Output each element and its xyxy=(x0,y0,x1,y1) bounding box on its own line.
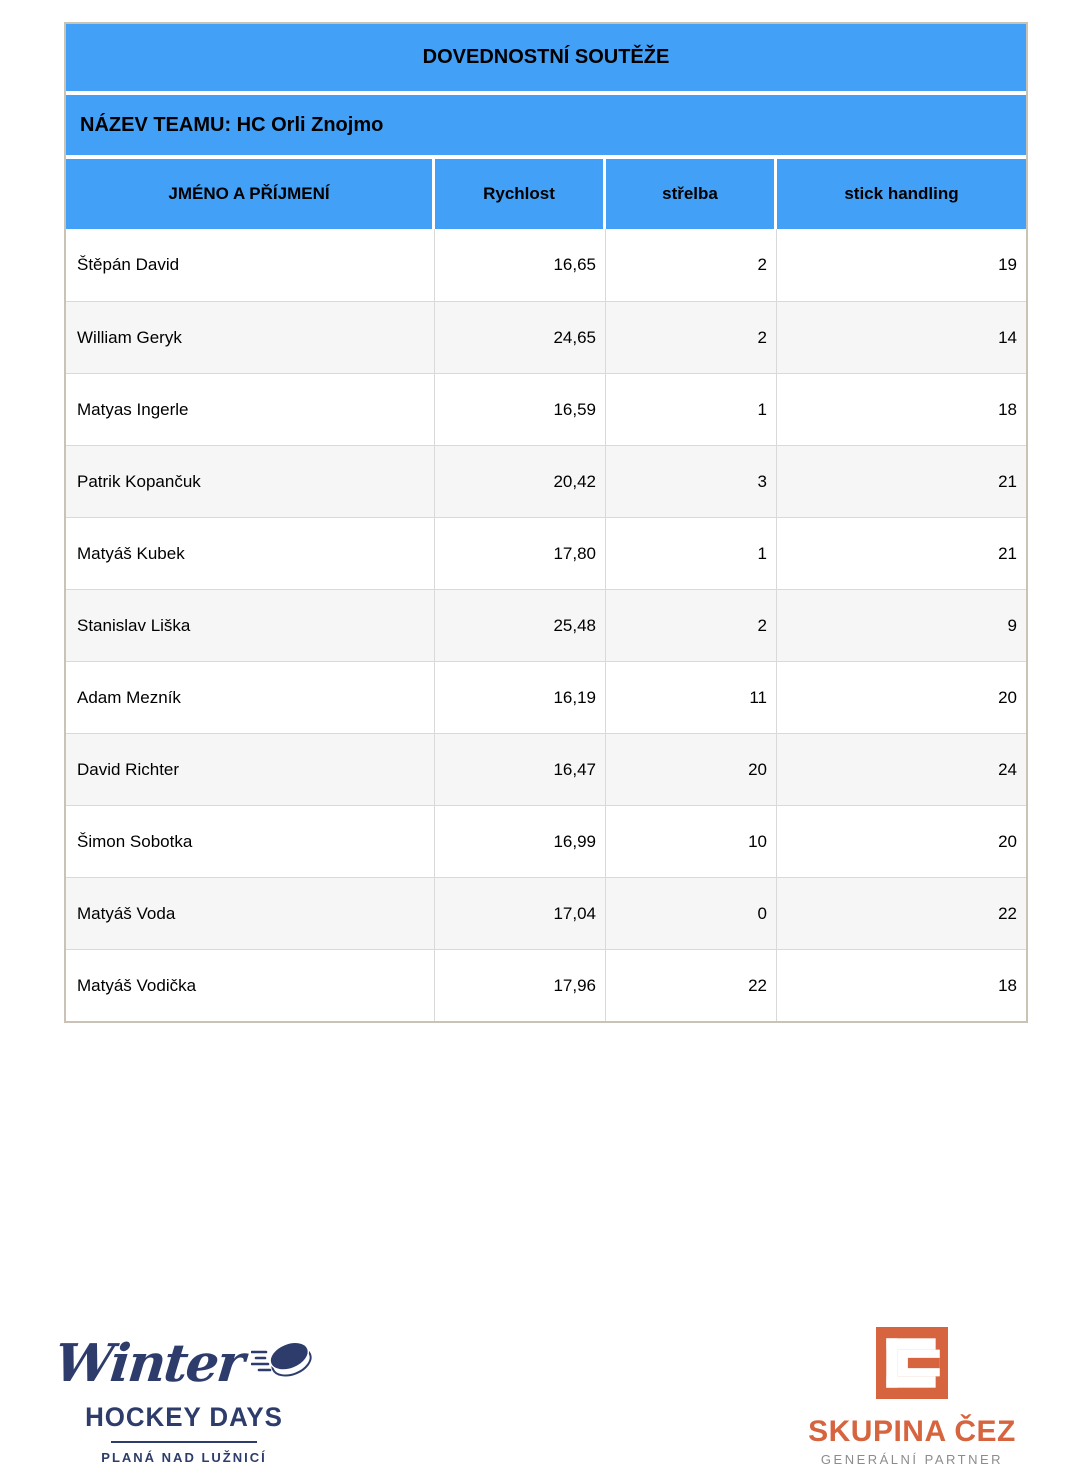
table-row xyxy=(66,949,1026,1021)
table-title: DOVEDNOSTNÍ SOUTĚŽE xyxy=(66,24,1026,95)
rychlost-cell: 16,19 xyxy=(435,662,606,733)
rychlost-cell: 20,42 xyxy=(435,446,606,517)
stick-handling-cell: 21 xyxy=(998,471,1017,491)
player-name-cell: Stanislav Liška xyxy=(66,590,435,661)
rychlost-cell: 16,59 xyxy=(435,374,606,445)
table-row xyxy=(66,733,1026,805)
column-header-name: JMÉNO A PŘÍJMENÍ xyxy=(66,159,435,229)
rychlost-cell: 17,04 xyxy=(435,878,606,949)
column-header-rychlost: Rychlost xyxy=(435,159,606,229)
player-name-cell: Štěpán David xyxy=(66,229,435,301)
strelba-cell: 3 xyxy=(606,446,777,517)
winter-logo-divider xyxy=(111,1441,257,1443)
stick-handling-cell: 20 xyxy=(998,687,1017,707)
strelba-cell: 10 xyxy=(606,806,777,877)
strelba-cell: 0 xyxy=(606,878,777,949)
table-row xyxy=(66,229,1026,301)
strelba-cell: 20 xyxy=(606,734,777,805)
stick-handling-cell: 22 xyxy=(998,903,1017,923)
stick-handling-cell: 18 xyxy=(998,975,1017,995)
winter-script-text: Winter xyxy=(52,1333,247,1394)
strelba-cell: 2 xyxy=(606,229,777,301)
strelba-cell: 2 xyxy=(606,590,777,661)
skills-table xyxy=(64,22,1028,1023)
rychlost-cell: 24,65 xyxy=(435,302,606,373)
table-row xyxy=(66,301,1026,373)
table-row xyxy=(66,805,1026,877)
rychlost-cell: 16,65 xyxy=(435,229,606,301)
stick-handling-cell: 18 xyxy=(998,399,1017,419)
table-row xyxy=(66,877,1026,949)
table-row xyxy=(66,373,1026,445)
skupina-cez-text: SKUPINA ČEZ xyxy=(808,1415,1016,1448)
table-body xyxy=(66,229,1026,1021)
hockey-puck-icon xyxy=(251,1332,313,1389)
strelba-cell: 22 xyxy=(606,950,777,1021)
strelba-cell: 2 xyxy=(606,302,777,373)
player-name-cell: Šimon Sobotka xyxy=(66,806,435,877)
table-row xyxy=(66,517,1026,589)
player-name-cell: Adam Mezník xyxy=(66,662,435,733)
rychlost-cell: 17,80 xyxy=(435,518,606,589)
winter-hockey-days-logo xyxy=(52,1328,312,1465)
table-row xyxy=(66,589,1026,661)
rychlost-cell: 16,47 xyxy=(435,734,606,805)
column-header-strelba: střelba xyxy=(606,159,777,229)
rychlost-cell: 17,96 xyxy=(435,950,606,1021)
cez-mark-icon xyxy=(802,1327,1022,1399)
player-name-cell: Matyáš Vodička xyxy=(66,950,435,1021)
stick-handling-cell: 21 xyxy=(998,543,1017,563)
player-name-cell: Matyas Ingerle xyxy=(66,374,435,445)
player-name-cell: Matyáš Voda xyxy=(66,878,435,949)
player-name-cell: David Richter xyxy=(66,734,435,805)
rychlost-cell: 25,48 xyxy=(435,590,606,661)
team-name-row: NÁZEV TEAMU: HC Orli Znojmo xyxy=(66,95,1026,159)
strelba-cell: 1 xyxy=(606,518,777,589)
stick-handling-cell: 24 xyxy=(998,759,1017,779)
stick-handling-cell: 19 xyxy=(998,255,1017,274)
generalni-partner-text: GENERÁLNÍ PARTNER xyxy=(820,1452,1004,1467)
player-name-cell: Matyáš Kubek xyxy=(66,518,435,589)
strelba-cell: 1 xyxy=(606,374,777,445)
table-row xyxy=(66,661,1026,733)
hockey-days-text: HOCKEY DAYS xyxy=(85,1402,283,1432)
player-name-cell: Patrik Kopančuk xyxy=(66,446,435,517)
rychlost-cell: 16,99 xyxy=(435,806,606,877)
column-header-stick-handling: stick handling xyxy=(777,159,1026,229)
strelba-cell: 11 xyxy=(606,662,777,733)
table-row xyxy=(66,445,1026,517)
table-header-row xyxy=(66,159,1026,229)
stick-handling-cell: 9 xyxy=(1007,615,1017,635)
skupina-cez-logo xyxy=(802,1327,1022,1467)
stick-handling-cell: 14 xyxy=(998,327,1017,347)
stick-handling-cell: 20 xyxy=(998,831,1017,851)
player-name-cell: William Geryk xyxy=(66,302,435,373)
winter-logo-location: PLANÁ NAD LUŽNICÍ xyxy=(101,1450,267,1465)
